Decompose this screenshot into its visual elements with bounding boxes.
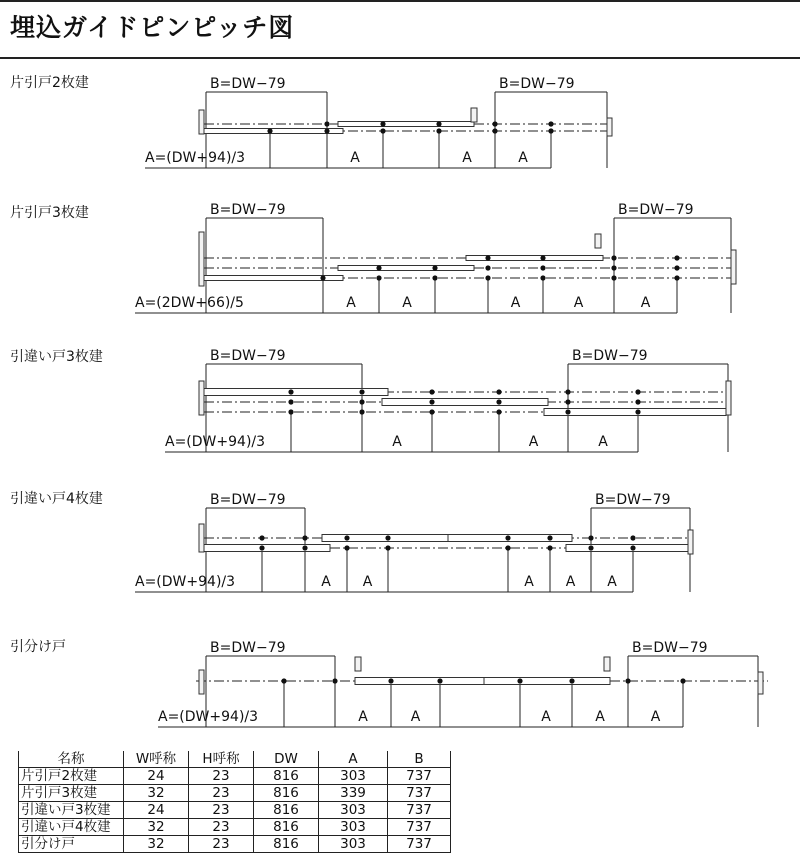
end-bracket (199, 381, 204, 415)
table-row (19, 785, 451, 802)
cell-a: 303 (319, 768, 388, 785)
guide-pin (505, 535, 510, 540)
guide-pin (324, 128, 329, 133)
guide-pin (540, 265, 545, 270)
a-dimension-label: A (410, 709, 421, 725)
table-row (19, 836, 451, 853)
header-w: W呼称 (124, 751, 189, 768)
guide-pin (565, 409, 570, 414)
end-bracket (688, 530, 693, 554)
guide-pin (485, 255, 490, 260)
guide-pin (505, 545, 510, 550)
door-panel (566, 545, 692, 552)
guide-pin (380, 128, 385, 133)
guide-pin (324, 121, 329, 126)
door-panel (338, 266, 474, 271)
a-dimension-label: A (650, 709, 661, 725)
a-formula-label: A=(2DW+66)/5 (135, 295, 244, 311)
guide-pin (302, 545, 307, 550)
guide-pin (281, 678, 286, 683)
guide-pin (492, 121, 497, 126)
cell-h: 23 (189, 819, 254, 836)
guide-pin (548, 128, 553, 133)
guide-pin (630, 535, 635, 540)
a-dimension-label: A (598, 434, 608, 450)
guide-pin (485, 265, 490, 270)
door-stopper (595, 234, 601, 248)
guide-pin (267, 128, 272, 133)
a-dimension-label: A (640, 295, 651, 311)
end-bracket (199, 524, 204, 552)
guide-pin (288, 409, 293, 414)
door-panel (382, 399, 548, 406)
guide-pin (635, 399, 640, 404)
a-dimension-label: A (462, 150, 472, 166)
guide-pin (344, 535, 349, 540)
a-dimension-label: A (510, 295, 521, 311)
guide-pin (432, 275, 437, 280)
end-bracket (758, 672, 763, 694)
guide-pin (569, 678, 574, 683)
cell-dw: 816 (254, 785, 319, 802)
a-dimension-label: A (565, 574, 576, 590)
cell-h: 23 (189, 768, 254, 785)
header-dw: DW (254, 751, 319, 768)
guide-pin (588, 535, 593, 540)
end-bracket (199, 670, 204, 694)
guide-pin (680, 678, 685, 683)
a-formula-label: A=(DW+94)/3 (145, 150, 246, 166)
b-dimension-label: B=DW−79 (499, 76, 575, 92)
end-bracket (731, 250, 736, 284)
end-bracket (199, 232, 204, 286)
a-formula-label: A=(DW+94)/3 (158, 709, 259, 725)
b-dimension-label: B=DW−79 (210, 640, 286, 656)
a-formula-label: A=(DW+94)/3 (165, 434, 266, 450)
table-row (19, 802, 451, 819)
cell-a: 303 (319, 836, 388, 853)
table-row (19, 819, 451, 836)
cell-w: 24 (124, 802, 189, 819)
cell-dw: 816 (254, 819, 319, 836)
door-panel (544, 409, 726, 416)
guide-pin (540, 275, 545, 280)
a-dimension-label: A (524, 574, 534, 590)
guide-pin (359, 409, 364, 414)
section-label-2: 片引戸3枚建 (10, 205, 89, 221)
guide-pin (496, 389, 501, 394)
guide-pin (492, 128, 497, 133)
door-stopper (471, 108, 477, 122)
section-label-1: 片引戸2枚建 (10, 75, 89, 91)
guide-pin (611, 255, 616, 260)
guide-pin (376, 275, 381, 280)
guide-pin (437, 678, 442, 683)
header-h: H呼称 (189, 751, 254, 768)
guide-pin (565, 399, 570, 404)
a-dimension-label: A (518, 150, 528, 166)
cell-name: 片引戸3枚建 (19, 785, 124, 802)
cell-b: 737 (388, 785, 451, 802)
section-label-4: 引違い戸4枚建 (10, 491, 103, 507)
cell-w: 32 (124, 836, 189, 853)
a-dimension-label: A (607, 574, 617, 590)
b-dimension-label: B=DW−79 (572, 348, 648, 364)
cell-h: 23 (189, 802, 254, 819)
guide-pin (485, 275, 490, 280)
b-dimension-label: B=DW−79 (618, 202, 694, 218)
cell-dw: 816 (254, 768, 319, 785)
guide-pin (288, 399, 293, 404)
guide-pin (385, 545, 390, 550)
cell-dw: 816 (254, 836, 319, 853)
guide-pin (359, 399, 364, 404)
guide-pin (376, 265, 381, 270)
cell-w: 32 (124, 785, 189, 802)
guide-pin (332, 678, 337, 683)
cell-w: 24 (124, 768, 189, 785)
guide-pin (674, 265, 679, 270)
end-bracket (726, 381, 731, 415)
a-dimension-label: A (392, 434, 402, 450)
guide-pin (429, 389, 434, 394)
a-dimension-label: A (402, 295, 412, 311)
a-dimension-label: A (573, 295, 584, 311)
door-panel (484, 678, 610, 685)
guide-pin (635, 389, 640, 394)
guide-pin (288, 389, 293, 394)
cell-w: 32 (124, 819, 189, 836)
guide-pin (344, 545, 349, 550)
a-dimension-label: A (350, 150, 360, 166)
b-dimension-label: B=DW−79 (210, 202, 286, 218)
b-dimension-label: B=DW−79 (210, 492, 286, 508)
guide-pin (611, 265, 616, 270)
section-label-3: 引違い戸3枚建 (10, 349, 103, 365)
cell-a: 339 (319, 785, 388, 802)
cell-b: 737 (388, 802, 451, 819)
guide-pin (625, 678, 630, 683)
guide-pin (611, 275, 616, 280)
guide-pin (429, 399, 434, 404)
cell-name: 片引戸2枚建 (19, 768, 124, 785)
guide-pin (259, 545, 264, 550)
b-dimension-label: B=DW−79 (595, 492, 671, 508)
guide-pin (380, 121, 385, 126)
door-panel (204, 129, 343, 134)
door-panel (322, 535, 448, 542)
b-dimension-label: B=DW−79 (210, 76, 286, 92)
b-dimension-label: B=DW−79 (632, 640, 708, 656)
cell-h: 23 (189, 785, 254, 802)
cell-name: 引違い戸4枚建 (19, 819, 124, 836)
b-dimension-label: B=DW−79 (210, 348, 286, 364)
guide-pin (320, 275, 325, 280)
door-panel (355, 678, 484, 685)
door-panel (204, 545, 330, 552)
cell-b: 737 (388, 768, 451, 785)
a-dimension-label: A (528, 434, 539, 450)
guide-pin (588, 545, 593, 550)
a-dimension-label: A (346, 295, 356, 311)
guide-pin (674, 275, 679, 280)
cell-a: 303 (319, 819, 388, 836)
door-stopper (355, 657, 361, 671)
spec-table-header (19, 751, 451, 768)
header-a: A (319, 751, 388, 768)
a-dimension-label: A (541, 709, 551, 725)
guide-pin (547, 535, 552, 540)
guide-pin (635, 409, 640, 414)
guide-pin (496, 409, 501, 414)
cell-name: 引違い戸3枚建 (19, 802, 124, 819)
cell-name: 引分け戸 (19, 836, 124, 853)
cell-b: 737 (388, 819, 451, 836)
guide-pin (436, 128, 441, 133)
guide-pin (432, 265, 437, 270)
a-dimension-label: A (358, 709, 368, 725)
cell-b: 737 (388, 836, 451, 853)
cell-h: 23 (189, 836, 254, 853)
section-label-5: 引分け戸 (10, 639, 66, 655)
guide-pin (674, 255, 679, 260)
guide-pin (547, 545, 552, 550)
guide-pin (565, 389, 570, 394)
header-b: B (388, 751, 451, 768)
guide-pin (436, 121, 441, 126)
guide-pin (388, 678, 393, 683)
table-row (19, 768, 451, 785)
guide-pin (302, 535, 307, 540)
guide-pin (630, 545, 635, 550)
cell-dw: 816 (254, 802, 319, 819)
guide-pin (359, 389, 364, 394)
door-panel (338, 122, 474, 127)
end-bracket (607, 118, 612, 136)
a-formula-label: A=(DW+94)/3 (135, 574, 236, 590)
guide-pin (548, 121, 553, 126)
header-name: 名称 (19, 751, 124, 768)
spec-table (18, 751, 451, 853)
door-stopper (604, 657, 610, 671)
guide-pin (259, 535, 264, 540)
end-bracket (199, 110, 204, 134)
guide-pin (517, 678, 522, 683)
guide-pin (540, 255, 545, 260)
a-dimension-label: A (362, 574, 373, 590)
a-dimension-label: A (595, 709, 605, 725)
guide-pin (429, 409, 434, 414)
guide-pin (385, 535, 390, 540)
guide-pin (496, 399, 501, 404)
a-dimension-label: A (321, 574, 331, 590)
page-title: 埋込ガイドピンピッチ図 (10, 13, 295, 42)
cell-a: 303 (319, 802, 388, 819)
